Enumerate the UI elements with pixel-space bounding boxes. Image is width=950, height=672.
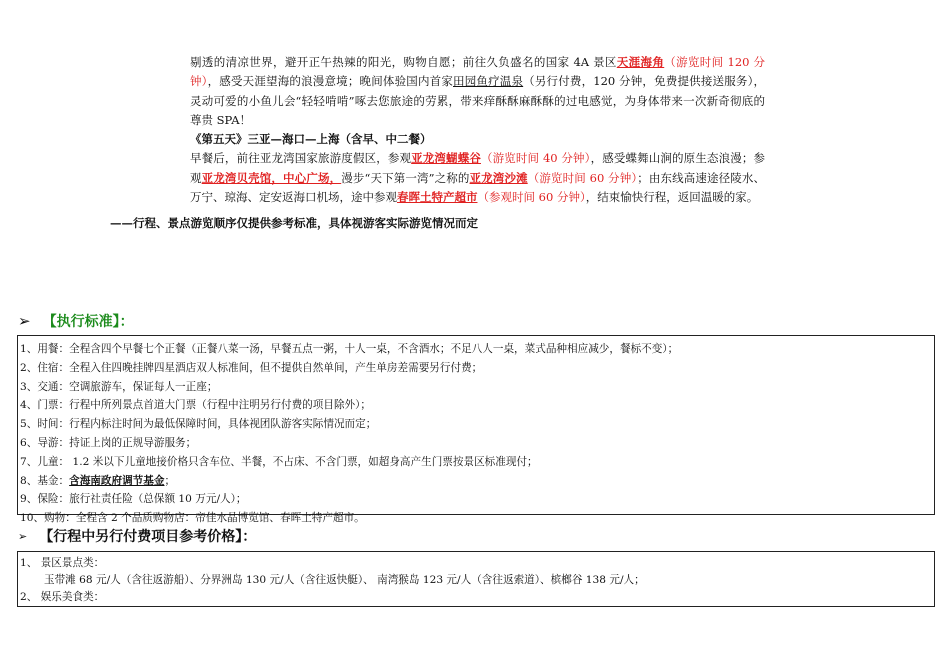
butterfly-valley-highlight: 亚龙湾蝴蝶谷 (411, 151, 481, 166)
market-time: （参观时间 60 分钟） (477, 190, 586, 205)
section-heading-standards (18, 311, 134, 331)
arrow-bullet-icon: ➢ (18, 529, 28, 543)
list-item: 9、保险：旅行社责任险（总保额 10 万元/人）； (20, 493, 247, 506)
list-item: 7、儿童： 1.2 米以下儿童地接价格只含车位、半餐，不占床、不含门票，如超身高产生门票按景区标准现付； (20, 455, 538, 468)
item8-value: 含海南政府调节基金 (69, 474, 165, 487)
day5-title: 《第五天》三亚—海口—上海（含早、中二餐） (190, 132, 432, 147)
day4-text-c: （另行付费，120 分钟，免费提供接送服务），灵动可爱的小鱼儿会“轻轻啃啃”啄去您旅途的劳累，带来痒酥酥麻酥酥的过电感觉，为身体带来一次新奇彻底的尊贵 SPA！ (190, 74, 766, 127)
beach-highlight: 亚龙湾沙滩 (469, 170, 528, 185)
list-item (18, 472, 934, 491)
list-item: 2、 娱乐美食类： (20, 590, 105, 603)
list-item: 6、导游：持证上岗的正规导游服务； (20, 436, 197, 449)
tianya-time: （游览时间 120 分钟） (190, 55, 765, 89)
section-heading-extra-costs (18, 526, 256, 546)
standards-table (17, 335, 935, 525)
day5-text-e: ，结束愉快行程，返回温暖的家。 (585, 190, 759, 205)
butterfly-time: （游览时间 40 分钟） (480, 151, 591, 166)
day5-text-a: 早餐后，前往亚龙湾国家旅游度假区，参观 (190, 151, 412, 166)
extra-costs-table (17, 551, 935, 607)
section-title: 【执行标准】： (42, 314, 134, 330)
section-title: 【行程中另行付费项目参考价格】： (39, 529, 257, 545)
shell-museum-highlight: 亚龙湾贝壳馆，中心广场， (201, 170, 342, 185)
hotspring-name: 田园鱼疗温泉 (453, 74, 524, 89)
market-highlight: 春晖土特产超市 (397, 190, 478, 205)
day5-paragraph (190, 149, 765, 207)
list-item: 玉带滩 68 元/人（含往返游船）、分界洲岛 130 元/人（含往返快艇）、 南湾猴岛 123 元/人（含往返索道）、槟榔谷 138 元/人； (44, 573, 645, 586)
list-item: 4、门票：行程中所列景点首道大门票（行程中注明另行付费的项目除外）； (20, 399, 372, 412)
list-item: 1、用餐：全程含四个早餐七个正餐（正餐八菜一汤，早餐五点一粥，十人一桌，不含酒水；不足八人一桌，菜式品种相应减少，餐标不变）； (20, 343, 679, 355)
day5-text-b: ，感受蝶舞山涧的原生态浪漫；参观 (190, 151, 766, 185)
item8-suffix: ； (164, 474, 176, 487)
day5-text-c: 漫步“天下第一湾”之称的 (341, 170, 470, 185)
beach-time: （游览时间 60 分钟） (527, 170, 638, 185)
item8-label: 8、基金： (20, 474, 70, 487)
itinerary-text (190, 53, 765, 207)
itinerary-note: ——行程、景点游览顺序仅提供参考标准，具体视游客实际游览情况而定 (110, 216, 478, 230)
day5-text-d: ；由东线高速途径陵水、万宁、琼海、定安返海口机场，途中参观 (190, 170, 766, 205)
list-item: 10、购物：全程含 2 个品质购物店：帝佳水晶博览馆、春晖土特产超市。 (20, 512, 365, 525)
arrow-bullet-icon: ➢ (18, 312, 31, 330)
list-item: 2、住宿：全程入住四晚挂牌四星酒店双人标准间，但不提供自然单间，产生单房差需要另行付费； (20, 361, 483, 374)
day4-text-b: ，感受天涯望海的浪漫意境；晚间体验国内首家 (207, 74, 454, 89)
day4-text-a: 剔透的清凉世界，避开正午热辣的阳光，购物自愿；前往久负盛名的国家 4A 景区 (190, 55, 617, 69)
day4-paragraph (190, 53, 765, 130)
list-item: 3、交通：空调旅游车，保证每人一正座； (20, 380, 218, 393)
list-item: 5、时间：行程内标注时间为最低保障时间，具体视团队游客实际情况而定； (20, 418, 377, 431)
tianya-haijiao-highlight: 天涯海角 (616, 55, 665, 69)
list-item: 1、 景区景点类： (20, 557, 105, 569)
